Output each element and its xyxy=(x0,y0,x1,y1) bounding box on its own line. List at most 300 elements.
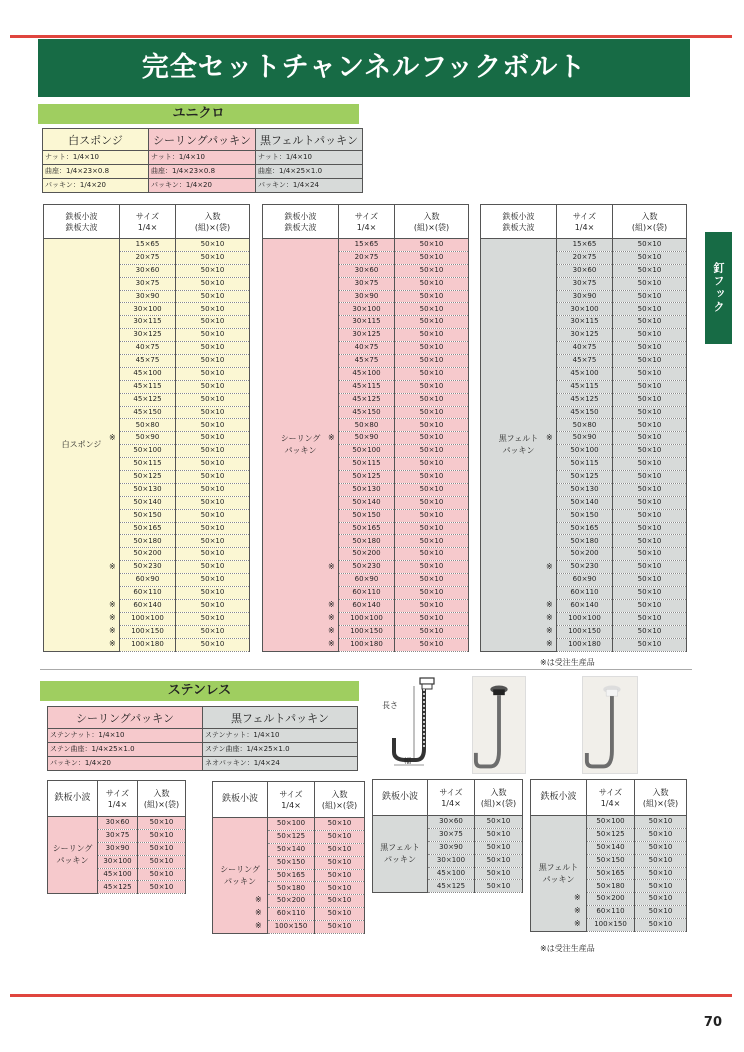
table-row xyxy=(263,239,469,252)
qty-cell: 50×10 xyxy=(475,854,523,867)
size-cell: 60×110 xyxy=(339,587,395,600)
table-row xyxy=(481,239,687,252)
qty-cell: 50×10 xyxy=(613,290,687,303)
qty-cell: 50×10 xyxy=(395,638,469,651)
qty-cell: 50×10 xyxy=(176,393,250,406)
qty-cell: 50×10 xyxy=(395,445,469,458)
spec-row xyxy=(48,729,358,743)
col-header-qty: 入数 (組)×(袋) xyxy=(315,782,365,818)
qty-cell: 50×10 xyxy=(176,509,250,522)
qty-cell: 50×10 xyxy=(613,277,687,290)
col-header-size: サイズ 1/4× xyxy=(587,780,635,816)
size-cell: 30×60 xyxy=(428,816,475,829)
qty-cell: 50×10 xyxy=(138,855,186,868)
spec-row xyxy=(43,151,363,165)
made-to-order-note-2: ※は受注生産品 xyxy=(540,944,595,953)
size-cell: 50×90 xyxy=(557,432,613,445)
spec-cell: パッキン：1/4×20 xyxy=(149,179,256,193)
size-cell: 50×90 xyxy=(339,432,395,445)
qty-cell: 50×10 xyxy=(395,574,469,587)
size-cell: 30×100 xyxy=(339,303,395,316)
qty-cell: 50×10 xyxy=(613,342,687,355)
size-cell: 50×130 xyxy=(557,483,613,496)
qty-cell: 50×10 xyxy=(138,817,186,830)
size-cell: 45×150 xyxy=(120,406,176,419)
made-to-order-mark: ※ xyxy=(255,908,262,918)
size-cell: 50×150 xyxy=(557,509,613,522)
qty-cell: 50×10 xyxy=(395,419,469,432)
size-cell: 50×230 xyxy=(339,561,395,574)
table-row xyxy=(48,817,186,830)
made-to-order-mark: ※ xyxy=(328,561,335,571)
size-cell: 50×115 xyxy=(557,458,613,471)
qty-cell: 50×10 xyxy=(395,290,469,303)
spec-header-sealing: シーリングパッキン xyxy=(149,129,256,151)
qty-cell: 50×10 xyxy=(613,264,687,277)
qty-cell: 50×10 xyxy=(176,251,250,264)
spec-cell: パッキン：1/4×24 xyxy=(256,179,363,193)
size-cell: 50×130 xyxy=(339,483,395,496)
col-header-type: 鉄板小波 xyxy=(373,780,428,816)
size-cell: 50×180 xyxy=(120,535,176,548)
qty-cell: 50×10 xyxy=(395,367,469,380)
finish-label: 白スポンジ xyxy=(44,239,120,652)
size-cell: 30×60 xyxy=(339,264,395,277)
size-cell: 100×150 xyxy=(120,625,176,638)
made-to-order-mark: ※ xyxy=(574,919,581,929)
made-to-order-mark: ※ xyxy=(109,600,116,610)
size-cell: 30×60 xyxy=(120,264,176,277)
col-header-type: 鉄板小波 鉄板大波 xyxy=(44,205,120,239)
qty-cell: 50×10 xyxy=(138,829,186,842)
qty-cell: 50×10 xyxy=(613,483,687,496)
qty-cell: 50×10 xyxy=(176,612,250,625)
qty-cell: 50×10 xyxy=(613,625,687,638)
made-to-order-mark: ※ xyxy=(109,613,116,623)
unichrome-size-table xyxy=(480,204,687,652)
size-cell: 50×150 xyxy=(587,854,635,867)
side-tab: 釘フック xyxy=(705,232,732,344)
made-to-order-mark: ※ xyxy=(328,613,335,623)
finish-label: 黒フェルト パッキン xyxy=(481,239,557,652)
size-cell: 100×100 xyxy=(120,612,176,625)
qty-cell: 50×10 xyxy=(176,355,250,368)
qty-cell: 50×10 xyxy=(395,316,469,329)
size-cell: 45×100 xyxy=(339,367,395,380)
size-cell: 30×75 xyxy=(98,829,138,842)
size-cell: 100×100 xyxy=(557,612,613,625)
qty-cell: 50×10 xyxy=(635,828,687,841)
section-divider xyxy=(40,669,692,670)
qty-cell: 50×10 xyxy=(176,445,250,458)
made-to-order-mark: ※ xyxy=(109,638,116,648)
size-cell: 100×150 xyxy=(587,919,635,932)
size-cell: 45×100 xyxy=(428,867,475,880)
qty-cell: 50×10 xyxy=(395,355,469,368)
qty-cell: 50×10 xyxy=(176,535,250,548)
stainless-size-table xyxy=(47,780,186,894)
qty-cell: 50×10 xyxy=(176,522,250,535)
size-cell: 45×125 xyxy=(98,881,138,894)
size-cell: 15×65 xyxy=(557,239,613,252)
spec-cell: ステン曲座：1/4×25×1.0 xyxy=(203,743,358,757)
qty-cell: 50×10 xyxy=(315,921,365,934)
qty-cell: 50×10 xyxy=(176,587,250,600)
qty-cell: 50×10 xyxy=(613,406,687,419)
washer-shape xyxy=(422,684,432,689)
made-to-order-mark: ※ xyxy=(109,561,116,571)
col-header-qty: 入数 (組)×(袋) xyxy=(176,205,250,239)
section-stainless: ステンレス xyxy=(40,681,359,701)
col-header-type: 鉄板小波 鉄板大波 xyxy=(263,205,339,239)
qty-cell: 50×10 xyxy=(613,496,687,509)
col-header-type: 鉄板小波 xyxy=(531,780,587,816)
size-cell: 30×100 xyxy=(120,303,176,316)
made-to-order-mark: ※ xyxy=(546,432,553,442)
size-cell: 50×80 xyxy=(120,419,176,432)
size-cell: 45×115 xyxy=(557,380,613,393)
qty-cell: 50×10 xyxy=(395,406,469,419)
size-cell: 40×75 xyxy=(339,342,395,355)
qty-cell: 50×10 xyxy=(176,239,250,252)
size-cell: 60×110 xyxy=(587,906,635,919)
size-cell: 45×100 xyxy=(120,367,176,380)
size-cell: 40×75 xyxy=(557,342,613,355)
spec-cell: ネオパッキン：1/4×24 xyxy=(203,757,358,771)
qty-cell: 50×10 xyxy=(176,561,250,574)
hook-shape xyxy=(394,689,424,760)
qty-cell: 50×10 xyxy=(635,841,687,854)
made-to-order-mark: ※ xyxy=(109,626,116,635)
spec-cell: 曲座：1/4×23×0.8 xyxy=(43,165,149,179)
qty-cell: 50×10 xyxy=(395,483,469,496)
qty-cell: 50×10 xyxy=(176,329,250,342)
stainless-spec-table xyxy=(47,706,358,771)
qty-cell: 50×10 xyxy=(138,868,186,881)
table-row xyxy=(531,816,687,829)
qty-cell: 50×10 xyxy=(176,432,250,445)
size-cell: 30×125 xyxy=(339,329,395,342)
page-number: 70 xyxy=(703,1015,722,1030)
made-to-order-mark: ※ xyxy=(546,626,553,635)
size-cell: 15×65 xyxy=(120,239,176,252)
qty-cell: 50×10 xyxy=(315,818,365,831)
finish-label: 黒フェルト パッキン xyxy=(373,816,428,893)
col-header-type: 鉄板小波 xyxy=(213,782,268,818)
spec-header-sponge: 白スポンジ xyxy=(43,129,149,151)
qty-cell: 50×10 xyxy=(613,239,687,252)
qty-cell: 50×10 xyxy=(395,561,469,574)
size-cell: 50×140 xyxy=(557,496,613,509)
qty-cell: 50×10 xyxy=(613,329,687,342)
qty-cell: 50×10 xyxy=(176,277,250,290)
size-cell: 45×75 xyxy=(339,355,395,368)
size-cell: 50×200 xyxy=(557,548,613,561)
spec-cell: パッキン：1/4×20 xyxy=(43,179,149,193)
size-cell: 100×180 xyxy=(557,638,613,651)
size-cell: 100×150 xyxy=(557,625,613,638)
product-photo-felt xyxy=(582,676,638,774)
size-cell: 30×115 xyxy=(339,316,395,329)
made-to-order-mark: ※ xyxy=(546,600,553,610)
qty-cell: 50×10 xyxy=(613,445,687,458)
size-cell: 30×100 xyxy=(98,855,138,868)
qty-cell: 50×10 xyxy=(613,574,687,587)
made-to-order-mark: ※ xyxy=(574,893,581,903)
size-cell: 50×140 xyxy=(268,843,315,856)
size-cell: 60×90 xyxy=(557,574,613,587)
spec-cell: 曲座：1/4×23×0.8 xyxy=(149,165,256,179)
qty-cell: 50×10 xyxy=(475,828,523,841)
made-to-order-mark: ※ xyxy=(546,613,553,623)
qty-cell: 50×10 xyxy=(315,856,365,869)
size-cell: 50×165 xyxy=(339,522,395,535)
size-cell: 60×110 xyxy=(268,908,315,921)
size-cell: 45×125 xyxy=(557,393,613,406)
size-cell: 30×90 xyxy=(339,290,395,303)
finish-label: シーリング パッキン xyxy=(263,239,339,652)
qty-cell: 50×10 xyxy=(176,290,250,303)
qty-cell: 50×10 xyxy=(613,587,687,600)
qty-cell: 50×10 xyxy=(395,393,469,406)
size-cell: 30×115 xyxy=(120,316,176,329)
size-cell: 50×200 xyxy=(268,895,315,908)
stainless-size-table xyxy=(530,779,687,932)
size-cell: 60×90 xyxy=(120,574,176,587)
made-to-order-mark: ※ xyxy=(574,906,581,916)
spec-cell: ステンナット：1/4×10 xyxy=(203,729,358,743)
size-cell: 50×140 xyxy=(120,496,176,509)
spec-header-felt: 黒フェルトパッキン xyxy=(203,707,358,729)
size-cell: 20×75 xyxy=(120,251,176,264)
col-header-type: 鉄板小波 xyxy=(48,781,98,817)
col-header-qty: 入数 (組)×(袋) xyxy=(635,780,687,816)
qty-cell: 50×10 xyxy=(395,458,469,471)
made-to-order-mark: ※ xyxy=(328,638,335,648)
size-cell: 50×90 xyxy=(120,432,176,445)
qty-cell: 50×10 xyxy=(315,908,365,921)
size-cell: 45×100 xyxy=(98,868,138,881)
size-cell: 50×200 xyxy=(120,548,176,561)
qty-cell: 50×10 xyxy=(395,329,469,342)
size-cell: 50×100 xyxy=(587,816,635,829)
made-to-order-mark: ※ xyxy=(328,600,335,610)
qty-cell: 50×10 xyxy=(613,251,687,264)
stainless-size-table xyxy=(212,781,365,934)
qty-cell: 50×10 xyxy=(613,599,687,612)
size-cell: 45×150 xyxy=(339,406,395,419)
size-cell: 50×125 xyxy=(120,471,176,484)
size-cell: 45×115 xyxy=(120,380,176,393)
qty-cell: 50×10 xyxy=(176,458,250,471)
made-to-order-note-1: ※は受注生産品 xyxy=(540,658,595,667)
qty-cell: 50×10 xyxy=(315,895,365,908)
qty-cell: 50×10 xyxy=(395,548,469,561)
made-to-order-mark: ※ xyxy=(546,638,553,648)
size-cell: 60×110 xyxy=(120,587,176,600)
qty-cell: 50×10 xyxy=(176,483,250,496)
size-cell: 60×140 xyxy=(120,599,176,612)
page-title: 完全セットチャンネルフックボルト xyxy=(38,39,690,97)
size-cell: 50×80 xyxy=(339,419,395,432)
qty-cell: 50×10 xyxy=(635,854,687,867)
size-cell: 50×150 xyxy=(120,509,176,522)
qty-cell: 50×10 xyxy=(475,841,523,854)
qty-cell: 50×10 xyxy=(613,303,687,316)
bottom-rule xyxy=(10,994,732,997)
qty-cell: 50×10 xyxy=(138,842,186,855)
col-header-size: サイズ 1/4× xyxy=(268,782,315,818)
size-cell: 50×150 xyxy=(339,509,395,522)
size-cell: 30×100 xyxy=(557,303,613,316)
size-cell: 50×150 xyxy=(268,856,315,869)
size-cell: 50×140 xyxy=(587,841,635,854)
qty-cell: 50×10 xyxy=(176,496,250,509)
size-cell: 100×100 xyxy=(339,612,395,625)
size-cell: 50×100 xyxy=(339,445,395,458)
size-cell: 50×230 xyxy=(557,561,613,574)
size-cell: 50×80 xyxy=(557,419,613,432)
size-cell: 30×90 xyxy=(120,290,176,303)
qty-cell: 50×10 xyxy=(176,264,250,277)
nut-shape xyxy=(420,678,434,684)
size-cell: 45×75 xyxy=(557,355,613,368)
table-row xyxy=(44,239,250,252)
size-cell: 45×100 xyxy=(557,367,613,380)
col-header-size: サイズ 1/4× xyxy=(120,205,176,239)
made-to-order-mark: ※ xyxy=(328,626,335,635)
qty-cell: 50×10 xyxy=(176,548,250,561)
spec-cell: ナット：1/4×10 xyxy=(43,151,149,165)
qty-cell: 50×10 xyxy=(395,342,469,355)
spec-cell: ステンナット：1/4×10 xyxy=(48,729,203,743)
size-cell: 50×140 xyxy=(339,496,395,509)
qty-cell: 50×10 xyxy=(315,869,365,882)
table-row xyxy=(373,816,523,829)
qty-cell: 50×10 xyxy=(613,380,687,393)
spec-cell: パッキン：1/4×20 xyxy=(48,757,203,771)
size-cell: 50×230 xyxy=(120,561,176,574)
qty-cell: 50×10 xyxy=(395,239,469,252)
size-cell: 50×100 xyxy=(557,445,613,458)
spec-cell: ナット：1/4×10 xyxy=(256,151,363,165)
qty-cell: 50×10 xyxy=(613,522,687,535)
size-cell: 60×90 xyxy=(339,574,395,587)
size-cell: 60×140 xyxy=(557,599,613,612)
size-cell: 20×75 xyxy=(557,251,613,264)
size-cell: 50×115 xyxy=(339,458,395,471)
size-cell: 100×150 xyxy=(268,921,315,934)
size-cell: 50×180 xyxy=(587,880,635,893)
qty-cell: 50×10 xyxy=(176,406,250,419)
made-to-order-mark: ※ xyxy=(255,921,262,931)
size-cell: 50×200 xyxy=(587,893,635,906)
qty-cell: 50×10 xyxy=(395,625,469,638)
top-rule xyxy=(10,35,732,38)
qty-cell: 50×10 xyxy=(635,816,687,829)
unichrome-size-table xyxy=(262,204,469,652)
stainless-size-table xyxy=(372,779,523,893)
size-cell: 30×90 xyxy=(428,841,475,854)
qty-cell: 50×10 xyxy=(395,612,469,625)
col-header-qty: 入数 (組)×(袋) xyxy=(395,205,469,239)
size-cell: 30×100 xyxy=(428,854,475,867)
qty-cell: 50×10 xyxy=(475,867,523,880)
qty-cell: 50×10 xyxy=(395,264,469,277)
size-cell: 60×110 xyxy=(557,587,613,600)
size-cell: 60×140 xyxy=(339,599,395,612)
qty-cell: 50×10 xyxy=(635,919,687,932)
qty-cell: 50×10 xyxy=(176,303,250,316)
size-cell: 45×125 xyxy=(120,393,176,406)
size-cell: 50×180 xyxy=(557,535,613,548)
qty-cell: 50×10 xyxy=(395,587,469,600)
size-cell: 45×115 xyxy=(339,380,395,393)
size-cell: 50×125 xyxy=(268,830,315,843)
size-cell: 15×65 xyxy=(339,239,395,252)
size-cell: 50×165 xyxy=(120,522,176,535)
qty-cell: 50×10 xyxy=(176,574,250,587)
size-cell: 30×75 xyxy=(339,277,395,290)
qty-cell: 50×10 xyxy=(395,509,469,522)
qty-cell: 50×10 xyxy=(395,522,469,535)
made-to-order-mark: ※ xyxy=(546,561,553,571)
size-cell: 50×165 xyxy=(587,867,635,880)
qty-cell: 50×10 xyxy=(395,303,469,316)
size-cell: 30×90 xyxy=(98,842,138,855)
qty-cell: 50×10 xyxy=(176,380,250,393)
size-cell: 50×200 xyxy=(339,548,395,561)
unichrome-spec-table xyxy=(42,128,363,193)
spec-row xyxy=(43,165,363,179)
spec-cell: ステン曲座：1/4×25×1.0 xyxy=(48,743,203,757)
qty-cell: 50×10 xyxy=(395,277,469,290)
size-cell: 30×75 xyxy=(120,277,176,290)
qty-cell: 50×10 xyxy=(635,880,687,893)
qty-cell: 50×10 xyxy=(635,906,687,919)
qty-cell: 50×10 xyxy=(176,342,250,355)
size-cell: 30×125 xyxy=(557,329,613,342)
size-cell: 30×115 xyxy=(557,316,613,329)
size-cell: 45×125 xyxy=(428,880,475,893)
made-to-order-mark: ※ xyxy=(109,432,116,442)
qty-cell: 50×10 xyxy=(635,867,687,880)
qty-cell: 50×10 xyxy=(176,625,250,638)
qty-cell: 50×10 xyxy=(176,638,250,651)
spec-row xyxy=(48,743,358,757)
size-cell: 30×60 xyxy=(98,817,138,830)
qty-cell: 50×10 xyxy=(176,419,250,432)
qty-cell: 50×10 xyxy=(613,561,687,574)
spec-cell: 曲座：1/4×25×1.0 xyxy=(256,165,363,179)
size-cell: 20×75 xyxy=(339,251,395,264)
size-cell: 50×165 xyxy=(557,522,613,535)
qty-cell: 50×10 xyxy=(138,881,186,894)
qty-cell: 50×10 xyxy=(613,419,687,432)
size-cell: 50×115 xyxy=(120,458,176,471)
length-label: 長さ xyxy=(382,701,398,710)
qty-cell: 50×10 xyxy=(613,432,687,445)
col-header-size: サイズ 1/4× xyxy=(428,780,475,816)
qty-cell: 50×10 xyxy=(176,367,250,380)
size-cell: 45×75 xyxy=(120,355,176,368)
width-label: 幅 xyxy=(404,757,411,765)
spec-header-sealing: シーリングパッキン xyxy=(48,707,203,729)
qty-cell: 50×10 xyxy=(315,843,365,856)
qty-cell: 50×10 xyxy=(176,599,250,612)
col-header-size: サイズ 1/4× xyxy=(557,205,613,239)
finish-label: シーリング パッキン xyxy=(48,817,98,894)
